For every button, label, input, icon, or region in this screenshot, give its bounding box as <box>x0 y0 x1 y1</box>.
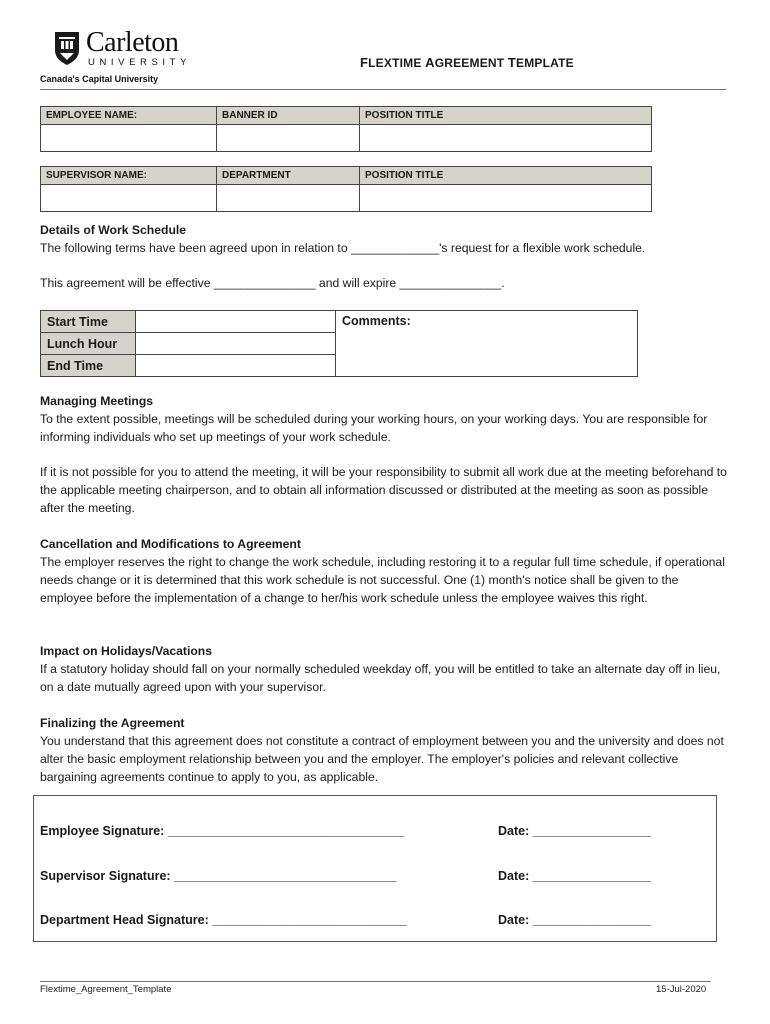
details-line-2: This agreement will be effective _______________ and will expire _______________. <box>40 276 505 290</box>
holidays-paragraph: If a statutory holiday should fall on your normally scheduled weekday off, you will be entitled to take an alternate day off in lieu, on a date mutually agreed upon with your supervisor. <box>40 662 721 694</box>
start-time-field[interactable] <box>136 311 336 333</box>
logo-tagline: Canada's Capital University <box>40 74 159 84</box>
dept-head-date-line[interactable]: Date: _________________ <box>498 913 651 927</box>
comments-field[interactable] <box>336 311 638 377</box>
logo-university: UNIVERSITY <box>88 57 192 68</box>
supervisor-info-table <box>40 166 652 212</box>
details-heading: Details of Work Schedule <box>40 223 187 237</box>
finalizing-paragraph: You understand that this agreement does not constitute a contract of employment between you and the university and does not alter the basic employment relationship between you and the employer. The employer's policies and relevant collective bargaining agreements continue to apply to you, as applicable. <box>40 734 724 784</box>
details-section <box>40 221 730 292</box>
banner-id-header: BANNER ID <box>217 107 360 125</box>
employee-signature-line[interactable]: Employee Signature: __________________________________ <box>40 824 405 838</box>
supervisor-position-title-field[interactable] <box>360 185 652 212</box>
employee-name-header: EMPLOYEE NAME: <box>41 107 217 125</box>
header-divider <box>40 89 726 90</box>
end-time-field[interactable] <box>136 355 336 377</box>
finalizing-heading: Finalizing the Agreement <box>40 716 185 730</box>
dept-head-signature-line[interactable]: Department Head Signature: ____________________________ <box>40 913 407 927</box>
employee-name-field[interactable] <box>41 125 217 152</box>
holidays-section <box>40 642 730 696</box>
holidays-heading: Impact on Holidays/Vacations <box>40 644 213 658</box>
employee-position-title-header: POSITION TITLE <box>360 107 652 125</box>
end-time-label: End Time <box>41 355 136 377</box>
supervisor-signature-line[interactable]: Supervisor Signature: ________________________________ <box>40 869 397 883</box>
employee-info-table <box>40 106 652 152</box>
supervisor-name-header: SUPERVISOR NAME: <box>41 167 217 185</box>
footer-date: 15-Jul-2020 <box>656 984 707 995</box>
meetings-paragraph-2: If it is not possible for you to attend the meeting, it will be your responsibility to submit all work due at the meeting beforehand to the applicable meeting chairperson, and to obtain all information discussed or distributed at the meeting as soon as possible after the meeting. <box>40 465 727 515</box>
lunch-hour-label: Lunch Hour <box>41 333 136 355</box>
employee-position-title-field[interactable] <box>360 125 652 152</box>
details-line-1: The following terms have been agreed upon in relation to _____________'s request for a flexible work schedule. <box>40 241 646 255</box>
logo-wordmark: Carleton <box>86 27 179 58</box>
department-header: DEPARTMENT <box>217 167 360 185</box>
supervisor-name-field[interactable] <box>41 185 217 212</box>
meetings-section <box>40 392 730 517</box>
supervisor-date-line[interactable]: Date: _________________ <box>498 869 651 883</box>
supervisor-position-title-header: POSITION TITLE <box>360 167 652 185</box>
carleton-shield-logo <box>53 30 81 66</box>
comments-label: Comments: <box>342 314 411 328</box>
lunch-hour-field[interactable] <box>136 333 336 355</box>
finalizing-section <box>40 714 730 786</box>
meetings-heading: Managing Meetings <box>40 394 154 408</box>
footer-divider <box>40 981 711 982</box>
cancellation-section <box>40 535 730 607</box>
department-field[interactable] <box>217 185 360 212</box>
schedule-table <box>40 310 638 377</box>
cancellation-paragraph: The employer reserves the right to change the work schedule, including restoring it to a regular full time schedule, if operational needs change or it is determined that this work schedule is not successful. One (1) month's notice shall be given to the employee before the implementation of a change to her/his work schedule unless the employee waives this right. <box>40 555 725 605</box>
document-title: FLEXTIME AGREEMENT TEMPLATE <box>360 55 574 70</box>
banner-id-field[interactable] <box>217 125 360 152</box>
footer-filename: Flextime_Agreement_Template <box>40 984 172 995</box>
start-time-label: Start Time <box>41 311 136 333</box>
employee-date-line[interactable]: Date: _________________ <box>498 824 651 838</box>
cancellation-heading: Cancellation and Modifications to Agreement <box>40 537 301 551</box>
meetings-paragraph-1: To the extent possible, meetings will be scheduled during your working hours, on your working days. You are responsible for informing individuals who set up meetings of your work schedule. <box>40 412 708 444</box>
